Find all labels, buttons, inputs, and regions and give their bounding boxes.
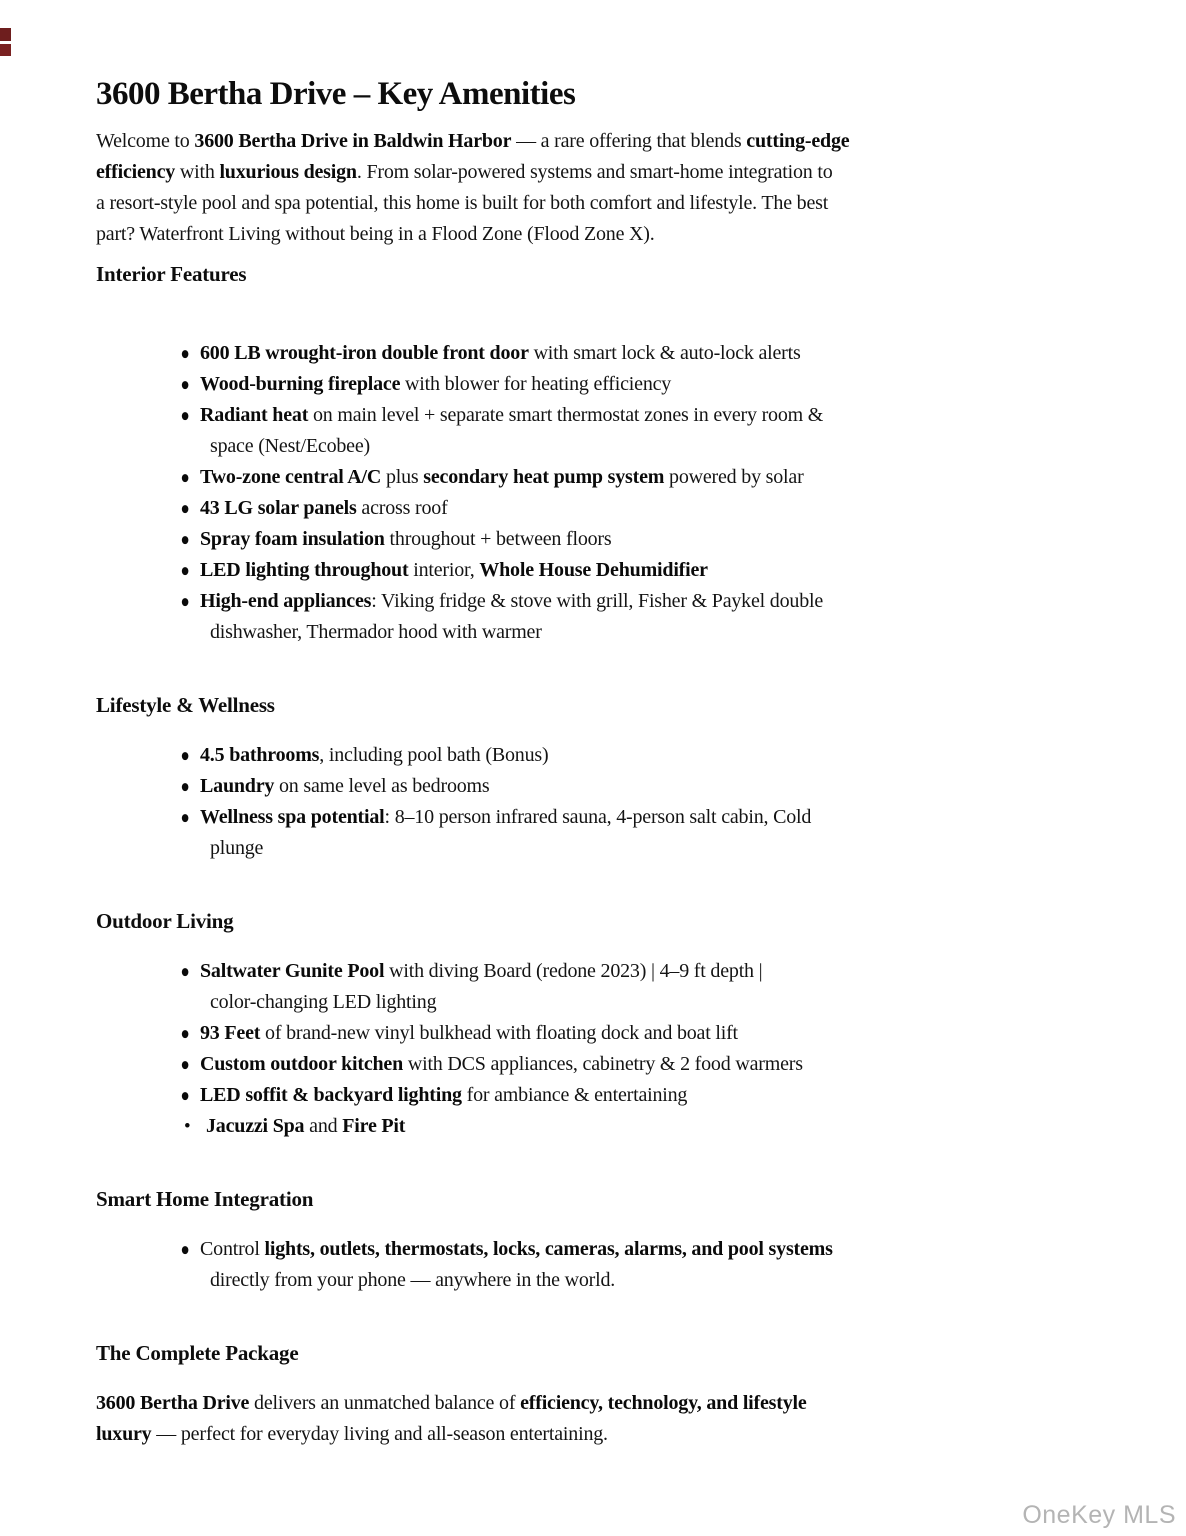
body-text: — a rare offering that blends [511, 130, 747, 152]
bullet-icon: ● [180, 405, 190, 426]
bullet-item [96, 740, 1090, 771]
body-text: on main level + separate smart thermostat zones in every room & [308, 404, 824, 426]
onekey-mls-watermark: OneKey MLS [1022, 1501, 1176, 1529]
bullet-icon: ● [180, 529, 190, 550]
bullet-text [200, 1234, 1090, 1296]
bullet-text [206, 1111, 1090, 1142]
bullet-icon: ● [180, 591, 190, 612]
text-line [200, 956, 1090, 987]
bullet-text [200, 338, 1090, 369]
body-text: with DCS appliances, cabinetry & 2 food warmers [403, 1053, 803, 1075]
body-text: with blower for heating efficiency [400, 373, 672, 395]
section [96, 906, 1090, 1142]
bold-text: secondary heat pump system [423, 466, 665, 488]
body-text: on same level as bedrooms [274, 775, 490, 797]
bullet-icon: ● [180, 745, 190, 766]
bold-text: High-end appliances [200, 590, 372, 612]
sections [96, 259, 1090, 1296]
text-line [200, 617, 1090, 648]
bullet-text [200, 956, 1090, 1018]
body-text: of brand-new vinyl bulkhead with floating dock and boat lift [260, 1022, 738, 1044]
bold-text: Fire Pit [342, 1115, 406, 1137]
body-text: for ambiance & entertaining [461, 1084, 688, 1106]
body-text: Control [200, 1238, 265, 1260]
bullet-icon: ● [180, 1085, 190, 1106]
bullet-list [96, 338, 1090, 648]
section-complete-package [96, 1338, 1090, 1450]
text-line [200, 1234, 1090, 1265]
body-text: powered by solar [664, 466, 804, 488]
body-text: : Viking fridge & stove with grill, Fisher & Paykel double [371, 590, 824, 612]
text-line [200, 833, 1090, 864]
bullet-text [200, 555, 1090, 586]
text-line [200, 1018, 1090, 1049]
text-line [206, 1111, 1090, 1142]
body-text: Welcome to [96, 130, 195, 152]
closing-paragraph [96, 1388, 1090, 1450]
bold-text: Saltwater Gunite Pool [200, 960, 385, 982]
bold-text: Spray foam insulation [200, 528, 385, 550]
bold-text: lights, outlets, thermostats, locks, cameras, alarms, and pool systems [264, 1238, 833, 1260]
bullet-item [96, 524, 1090, 555]
text-line [96, 126, 1090, 157]
body-text: plus [381, 466, 424, 488]
body-text: plunge [210, 837, 264, 859]
bullet-text [200, 1049, 1090, 1080]
bold-text: efficiency, technology, and lifestyle [520, 1392, 807, 1414]
bold-text: 43 LG solar panels [200, 497, 357, 519]
body-text: : 8–10 person infrared sauna, 4-person salt cabin, Cold [384, 806, 812, 828]
bold-text: Whole House Dehumidifier [479, 559, 708, 581]
body-text: throughout + between floors [384, 528, 612, 550]
body-text: space (Nest/Ecobee) [210, 435, 370, 457]
bullet-icon: ● [180, 467, 190, 488]
bullet-icon: ● [180, 776, 190, 797]
bullet-item [96, 956, 1090, 1018]
text-line [96, 219, 1090, 250]
bullet-text [200, 369, 1090, 400]
bullet-item [96, 369, 1090, 400]
section [96, 259, 1090, 648]
bullet-item [96, 462, 1090, 493]
text-line [200, 586, 1090, 617]
page-title: 3600 Bertha Drive – Key Amenities [96, 76, 576, 112]
text-line [200, 369, 1090, 400]
text-line [96, 157, 1090, 188]
section-heading: Interior Features [96, 262, 247, 286]
bold-text: Wood-burning fireplace [200, 373, 401, 395]
bullet-text [200, 1080, 1090, 1111]
text-line [200, 555, 1090, 586]
text-line [200, 771, 1090, 802]
body-text: part? Waterfront Living without being in a Flood Zone (Flood Zone X). [96, 223, 655, 245]
text-line [200, 802, 1090, 833]
bullet-icon: ● [180, 807, 190, 828]
bullet-icon: ● [180, 374, 190, 395]
text-line [96, 188, 1090, 219]
bullet-text [200, 400, 1090, 462]
bold-text: Two-zone central A/C [200, 466, 382, 488]
bullet-item [96, 338, 1090, 369]
text-line [200, 1265, 1090, 1296]
bold-text: 3600 Bertha Drive in Baldwin Harbor [194, 130, 512, 152]
bullet-icon: ● [180, 560, 190, 581]
text-line [200, 462, 1090, 493]
body-text: delivers an unmatched balance of [249, 1392, 521, 1414]
section [96, 1184, 1090, 1296]
bold-text: Laundry [200, 775, 275, 797]
body-text: dishwasher, Thermador hood with warmer [210, 621, 542, 643]
bullet-icon: ● [180, 1054, 190, 1075]
bullet-item [96, 802, 1090, 864]
bullet-item [96, 586, 1090, 648]
bold-text: 4.5 bathrooms [200, 744, 320, 766]
text-line [200, 431, 1090, 462]
text-line [200, 1049, 1090, 1080]
text-line [200, 1080, 1090, 1111]
bullet-text [200, 462, 1090, 493]
body-text: directly from your phone — anywhere in the world. [210, 1269, 616, 1291]
body-text: across roof [356, 497, 448, 519]
section-heading-complete-package: The Complete Package [96, 1341, 299, 1365]
text-line [200, 338, 1090, 369]
bullet-item [96, 1018, 1090, 1049]
section-heading: Lifestyle & Wellness [96, 693, 275, 717]
bold-text: LED soffit & backyard lighting [200, 1084, 462, 1106]
bullet-text [200, 1018, 1090, 1049]
bold-text: Jacuzzi Spa [206, 1115, 305, 1137]
bullet-list [96, 1234, 1090, 1296]
bold-text: cutting-edge [746, 130, 850, 152]
bold-text: 3600 Bertha Drive [96, 1392, 250, 1414]
bullet-item [96, 1234, 1090, 1296]
bullet-list [96, 956, 1090, 1142]
bold-text: LED lighting throughout [200, 559, 409, 581]
bold-text: Wellness spa potential [200, 806, 385, 828]
bullet-icon: ● [180, 498, 190, 519]
bullet-text [200, 524, 1090, 555]
bullet-item [96, 1111, 1090, 1142]
bullet-icon: ● [180, 1023, 190, 1044]
bullet-item [96, 400, 1090, 462]
text-line [200, 987, 1090, 1018]
body-text: color-changing LED lighting [210, 991, 437, 1013]
body-text: — perfect for everyday living and all-season entertaining. [151, 1423, 608, 1445]
text-line [200, 524, 1090, 555]
corner-artifact-top [0, 28, 11, 41]
text-line [96, 1388, 1090, 1419]
bullet-text [200, 493, 1090, 524]
bullet-icon: • [184, 1116, 191, 1137]
bullet-item [96, 555, 1090, 586]
bold-text: luxury [96, 1423, 152, 1445]
body-text: , including pool bath (Bonus) [319, 744, 549, 766]
bullet-icon: ● [180, 1239, 190, 1260]
bullet-list [96, 740, 1090, 864]
bullet-text [200, 802, 1090, 864]
bold-text: Radiant heat [200, 404, 309, 426]
bullet-item [96, 1080, 1090, 1111]
section-heading: Outdoor Living [96, 909, 234, 933]
bullet-text [200, 771, 1090, 802]
body-text: and [304, 1115, 343, 1137]
bold-text: 600 LB wrought-iron double front door [200, 342, 529, 364]
text-line [200, 493, 1090, 524]
bullet-item [96, 1049, 1090, 1080]
intro-paragraph [96, 126, 1090, 250]
bold-text: 93 Feet [200, 1022, 261, 1044]
bullet-item [96, 771, 1090, 802]
body-text: interior, [408, 559, 480, 581]
bullet-text [200, 740, 1090, 771]
section [96, 690, 1090, 864]
body-text: with diving Board (redone 2023) | 4–9 ft depth | [384, 960, 763, 982]
body-text: . From solar-powered systems and smart-home integration to [356, 161, 833, 183]
bullet-item [96, 493, 1090, 524]
bold-text: luxurious design [219, 161, 357, 183]
bullet-text [200, 586, 1090, 648]
corner-artifact-bottom [0, 44, 11, 56]
text-line [200, 400, 1090, 431]
bullet-icon: ● [180, 343, 190, 364]
body-text: with smart lock & auto-lock alerts [528, 342, 801, 364]
bold-text: Custom outdoor kitchen [200, 1053, 404, 1075]
text-line [96, 1419, 1090, 1450]
text-line [200, 740, 1090, 771]
section-heading: Smart Home Integration [96, 1187, 314, 1211]
body-text: a resort-style pool and spa potential, this home is built for both comfort and lifestyle. The best [96, 192, 829, 214]
bold-text: efficiency [96, 161, 176, 183]
body-text: with [175, 161, 220, 183]
bullet-icon: ● [180, 961, 190, 982]
